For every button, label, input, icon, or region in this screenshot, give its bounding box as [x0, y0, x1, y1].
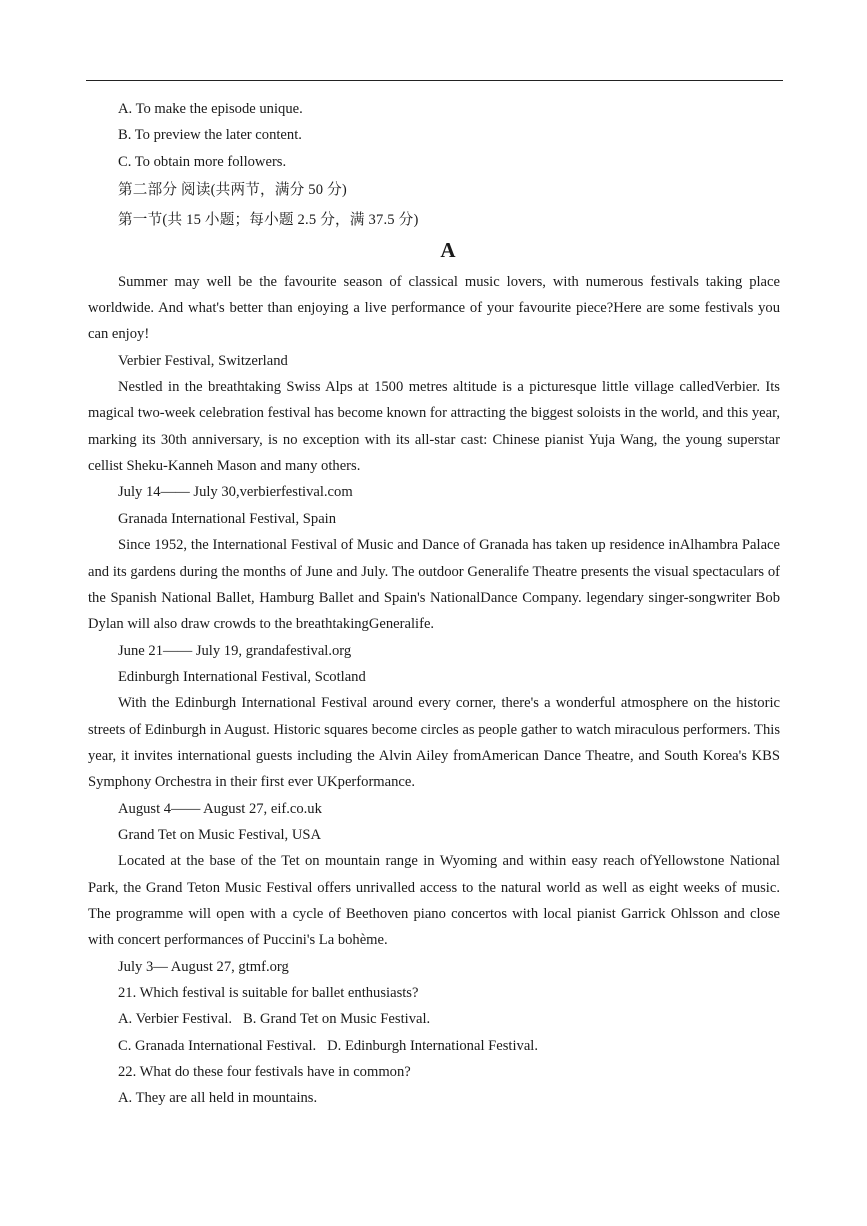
festival-name: Granada International Festival, Spain: [118, 510, 337, 527]
subsection-header: 第一节(共 15 小题；每小题 2.5 分，满 37.5 分): [118, 212, 419, 229]
prev-option-c: C. To obtain more followers.: [118, 153, 287, 170]
passage-intro: Summer may well be the favourite season of classical music lovers, with numerous festivals taking place worldwide. And what's better than enjoying a live performance of your favourite piece?Here are some festivals you can enjoy!: [88, 273, 780, 343]
festival-description: Since 1952, the International Festival of Music and Dance of Granada has taken up residence inAlhambra Palace and its gardens during the months of June and July. The outdoor Generalife Theatre presents the visual spectaculars of the Spanish National Ballet, Hamburg Ballet and Spain's NationalDance Company. legendary singer-songwriter Bob Dylan will also draw crowds to the breathtakingGeneralife.: [88, 537, 780, 633]
festival-dates: August 4—— August 27, eif.co.uk: [118, 800, 322, 817]
festival-description: Nestled in the breathtaking Swiss Alps at 1500 metres altitude is a picturesque little village calledVerbier. Its magical two-week celebration festival has become known for attracting the biggest soloists in the world, and this year, marking its 30th anniversary, is no exception with its all-star cast: Chinese pianist Yuja Wang, the young superstar cellist Sheku-Kanneh Mason and many others.: [88, 379, 780, 475]
question-options: A. They are all held in mountains.: [118, 1090, 318, 1107]
question-options: A. Verbier Festival. B. Grand Tet on Music Festival.: [118, 1011, 431, 1028]
question-stem: 21. Which festival is suitable for ballet enthusiasts?: [118, 985, 419, 1001]
festival-dates: July 3— August 27, gtmf.org: [118, 958, 289, 975]
header-rule: [86, 80, 783, 81]
question-stem: 22. What do these four festivals have in common?: [118, 1064, 411, 1081]
festival-dates: July 14—— July 30,verbierfestival.com: [118, 484, 353, 501]
festival-description: Located at the base of the Tet on mountain range in Wyoming and within easy reach ofYellowstone National Park, the Grand Teton Music Festival offers unrivalled access to the natural world as well as eight weeks of music. The programme will open with a cycle of Beethoven piano concertos with local pianist Garrick Ohlsson and close with concert performances of Puccini's La bohème.: [88, 853, 780, 949]
festival-description: With the Edinburgh International Festival around every corner, there's a wonderful atmosphere on the historic streets of Edinburgh in August. Historic squares become circles as people gather to watch miraculous performers. This year, it invites international guests including the Alvin Ailey fromAmerican Dance Theatre, and South Korea's KBS Symphony Orchestra in their first ever UKperformance.: [88, 695, 780, 791]
document-body: [88, 96, 780, 1112]
prev-option-b: B. To preview the later content.: [118, 127, 302, 144]
prev-option-a: A. To make the episode unique.: [118, 101, 303, 117]
festival-name: Verbier Festival, Switzerland: [118, 352, 288, 369]
festival-name: Edinburgh International Festival, Scotland: [118, 668, 366, 685]
passage-title: A: [440, 237, 456, 262]
question-options: C. Granada International Festival. D. Edinburgh International Festival.: [118, 1037, 539, 1054]
section-header: 第二部分 阅读(共两节，满分 50 分): [118, 182, 347, 199]
festival-name: Grand Tet on Music Festival, USA: [118, 826, 322, 843]
festival-dates: June 21—— July 19, grandafestival.org: [118, 642, 352, 659]
